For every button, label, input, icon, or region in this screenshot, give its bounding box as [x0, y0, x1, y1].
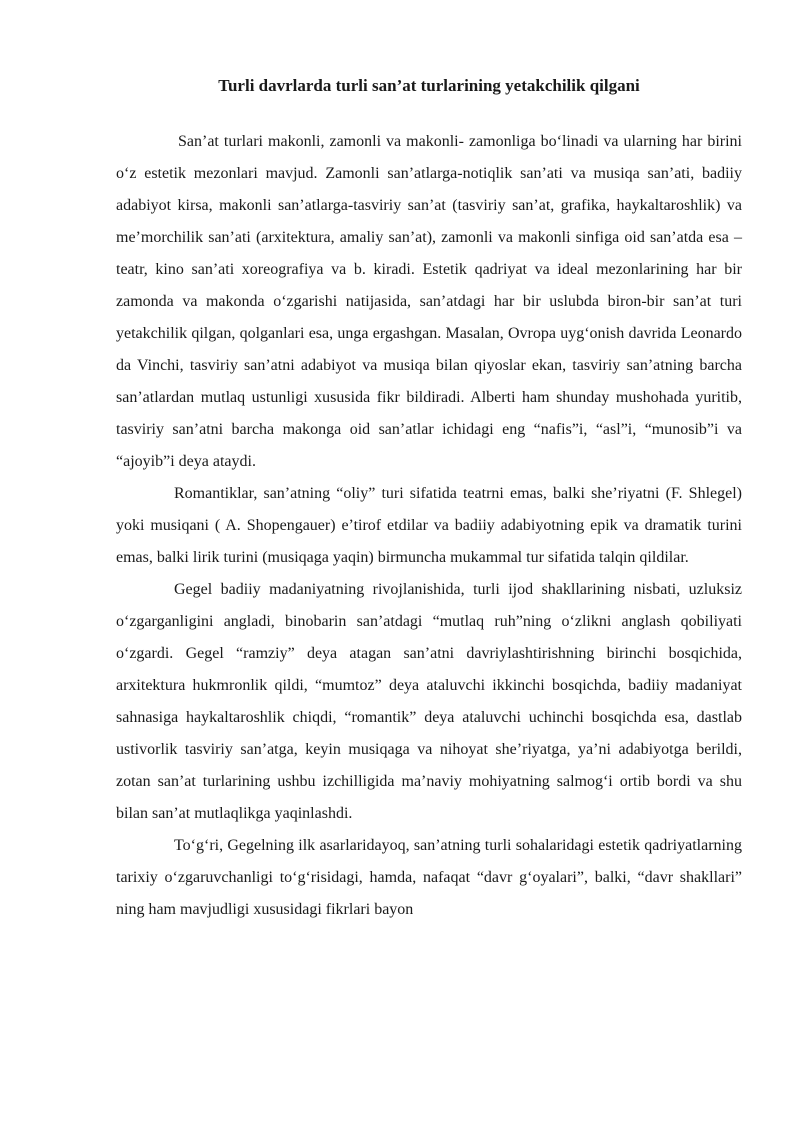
paragraph-2: Romantiklar, san’atning “oliy” turi sifatida teatrni emas, balki she’riyatni (F. Shlegel) yoki musiqani ( A. Shopengauer) e’tirof etdilar va badiiy adabiyotning epik va dramatik turini emas, balki lirik turini (musiqaga yaqin) birmuncha mukammal tur sifatida talqin qildilar.: [116, 485, 742, 566]
paragraph-4: To‘g‘ri, Gegelning ilk asarlaridayoq, san’atning turli sohalaridagi estetik qadriyatlarning tarixiy o‘zgaruvchanligi to‘g‘risidagi, hamda, nafaqat “davr g‘oyalari”, balki, “davr shakllari” ning ham mavjudligi xususidagi fikrlari bayon: [116, 837, 742, 918]
paragraph-3: Gegel badiiy madaniyatning rivojlanishida, turli ijod shakllarining nisbati, uzluksiz o‘zgarganligini angladi, binobarin san’atdagi “mutlaq ruh”ning o‘zlikni anglash qobiliyati o‘zgardi. Gegel “ramziy” deya atagan san’atni davriylashtirishning birinchi bosqichida, arxitektura hukmronlik qildi, “mumtoz” deya ataluvchi ikkinchi bosqichda, badiiy madaniyat sahnasiga haykaltaroshlik chiqdi, “romantik” deya ataluvchi uchinchi bosqichda esa, dastlab ustivorlik tasviriy san’atga, keyin musiqaga va nihoyat she’riyatga, ya’ni adabiyotga berildi, zotan san’at turlarining ushbu izchilligida ma’naviy mohiyatning salmog‘i ortib bordi va shu bilan san’at mutlaqlikga yaqinlashdi.: [116, 581, 742, 822]
document-title: Turli davrlarda turli san’at turlarining yetakchilik qilgani: [218, 76, 640, 95]
paragraph-1: San’at turlari makonli, zamonli va makonli- zamonliga bo‘linadi va ularning har birini o‘z estetik mezonlari mavjud. Zamonli san’atlarga-notiqlik san’ati va musiqa san’ati, badiiy adabiyot kirsa, makonli san’atlarga-tasviriy san’at (tasviriy san’at, grafika, haykaltaroshlik) va me’morchilik san’ati (arxitektura, amaliy san’at), zamonli va makonli sinfiga oid san’atda esa –teatr, kino san’ati xoreografiya va b. kiradi. Estetik qadriyat va ideal mezonlarining har bir zamonda va makonda o‘zgarishi natijasida, san’atdagi har bir uslubda biron-bir san’at turi yetakchilik qilgan, qolganlari esa, unga ergashgan. Masalan, Ovropa uyg‘onish davrida Leonardo da Vinchi, tasviriy san’atni adabiyot va musiqa bilan qiyoslar ekan, tasviriy san’atning barcha san’atlardan mutlaq ustunligi xususida fikr bildiradi. Alberti ham shunday mushohada yuritib, tasviriy san’atni barcha makonga oid san’atlar ichidagi eng “nafis”i, “asl”i, “munosib”i va “ajoyib”i deya ataydi.: [116, 133, 742, 470]
